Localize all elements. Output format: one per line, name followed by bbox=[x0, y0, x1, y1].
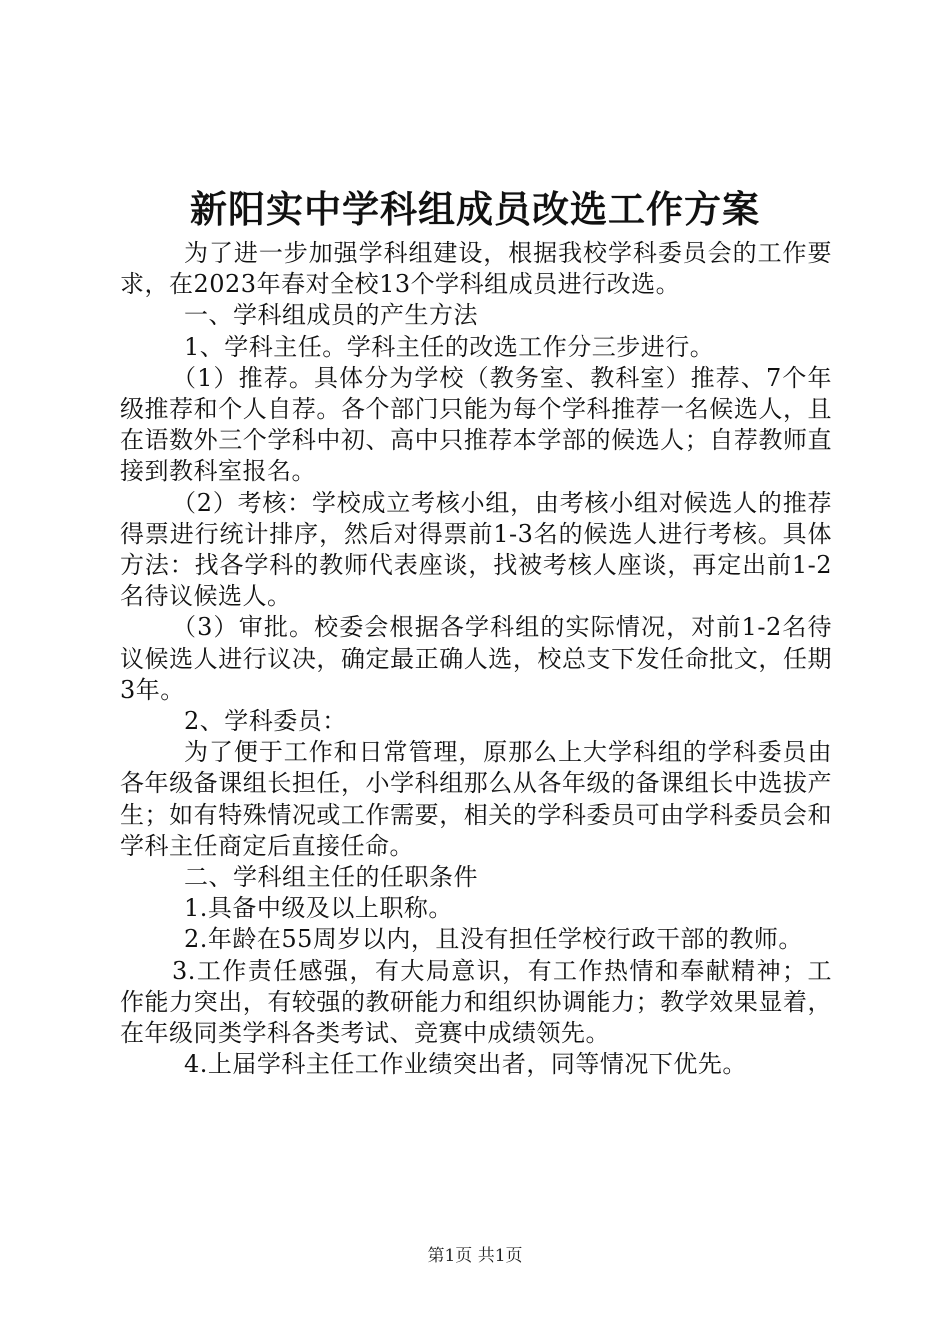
paragraph-assess: （2）考核：学校成立考核小组，由考核小组对候选人的推荐得票进行统计排序，然后对得票前1-3名的候选人进行考核。具体方法：找各学科的教师代表座谈，找被考核人座谈，再定出前1-2名待议候选人。 bbox=[120, 488, 832, 611]
document-title: 新阳实中学科组成员改选工作方案 bbox=[190, 187, 760, 231]
document-body bbox=[120, 238, 832, 1080]
paragraph-intro: 为了进一步加强学科组建设，根据我校学科委员会的工作要求，在2023年春对全校13个学科组成员进行改选。 bbox=[120, 239, 832, 299]
paragraph-committee-detail: 为了便于工作和日常管理，原那么上大学科组的学科委员由各年级备课组长担任，小学科组那么从各年级的备课组长中选拔产生；如有特殊情况或工作需要，相关的学科委员可由学科委员会和学科主任商定后直接任命。 bbox=[120, 738, 832, 860]
page-footer: 第1页 共1页 bbox=[427, 1246, 523, 1266]
heading-section-1: 一、学科组成员的产生方法 bbox=[184, 301, 478, 330]
paragraph-approve: （3）审批。校委会根据各学科组的实际情况，对前1-2名待议候选人进行议决，确定最正确人选，校总支下发任命批文，任期3年。 bbox=[120, 613, 832, 704]
paragraph-condition-4: 4.上届学科主任工作业绩突出者，同等情况下优先。 bbox=[184, 1050, 747, 1079]
paragraph-condition-2: 2.年龄在55周岁以内，且没有担任学校行政干部的教师。 bbox=[184, 925, 803, 954]
paragraph-subject-director: 1、学科主任。学科主任的改选工作分三步进行。 bbox=[184, 332, 715, 361]
heading-section-2: 二、学科组主任的任职条件 bbox=[184, 863, 478, 892]
paragraph-recommend: （1）推荐。具体分为学校（教务室、教科室）推荐、7个年级推荐和个人自荐。各个部门只能为每个学科推荐一名候选人，且在语数外三个学科中初、高中只推荐本学部的候选人；自荐教师直接到教科室报名。 bbox=[120, 363, 832, 486]
paragraph-subject-committee: 2、学科委员： bbox=[184, 707, 347, 736]
paragraph-condition-1: 1.具备中级及以上职称。 bbox=[184, 894, 453, 923]
paragraph-condition-3: 3.工作责任感强，有大局意识，有工作热情和奉献精神；工作能力突出，有较强的教研能力和组织协调能力；教学效果显着，在年级同类学科各类考试、竞赛中成绩领先。 bbox=[120, 956, 832, 1048]
